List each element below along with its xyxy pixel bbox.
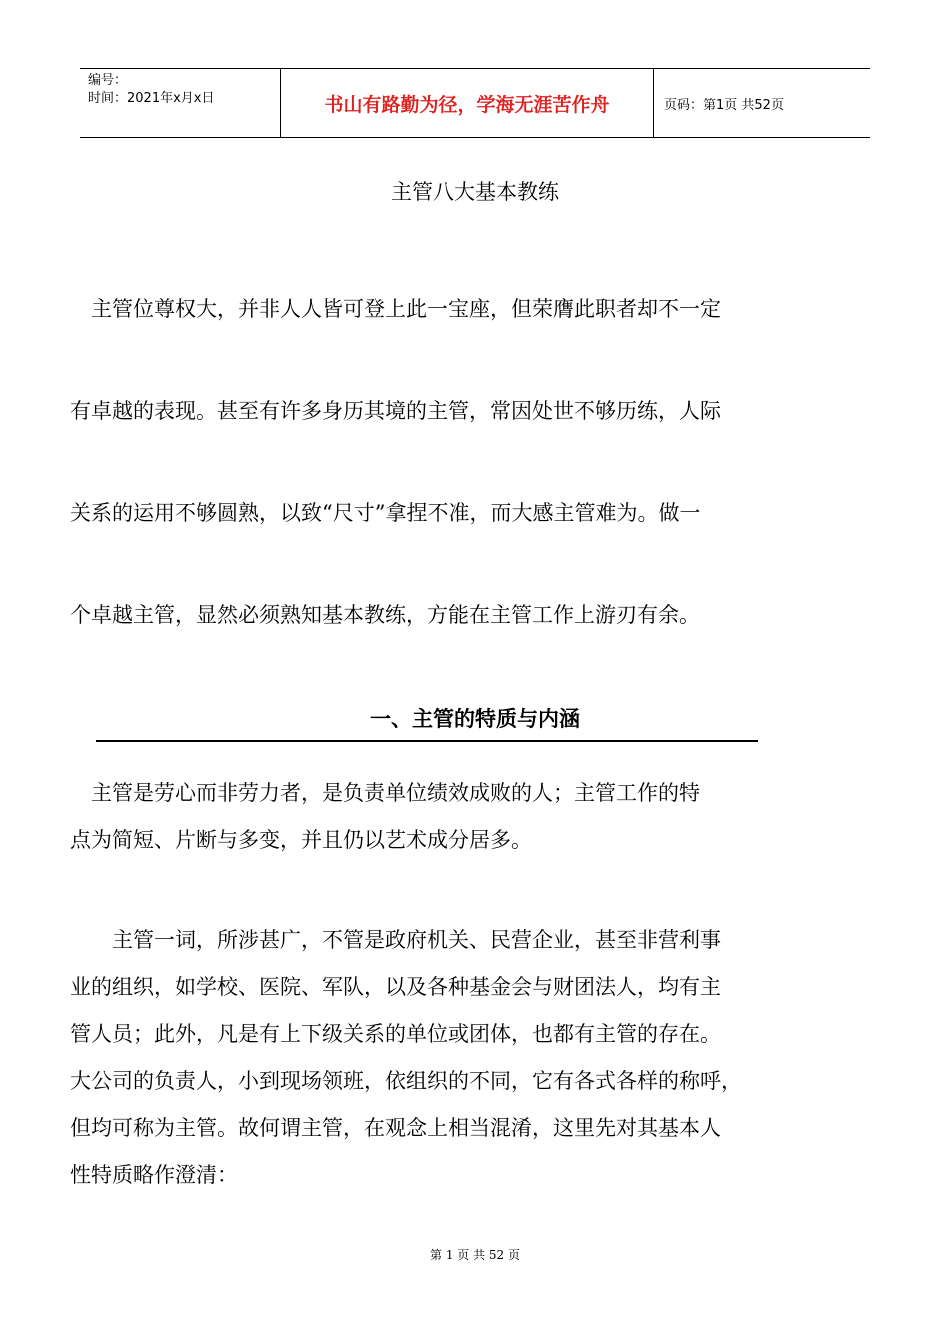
paragraph-line: 大公司的负责人，小到现场领班，依组织的不同，它有各式各样的称呼， [70, 1069, 742, 1093]
header-meta-cell [80, 69, 281, 137]
intro-line: 个卓越主管，显然必须熟知基本教练，方能在主管工作上游刃有余。 [70, 603, 700, 627]
document-title: 主管八大基本教练 [391, 180, 559, 204]
paragraph-line: 主管一词，所涉甚广，不管是政府机关、民营企业，甚至非营利事 [70, 928, 721, 952]
section-heading: 一、主管的特质与内涵 [370, 707, 580, 731]
header-motto: 书山有路勤为径，学海无涯苦作舟 [324, 93, 610, 116]
header-time-label: 时间：2021年x月x日 [88, 91, 215, 106]
header-page-cell [654, 69, 870, 137]
paragraph-line: 但均可称为主管。故何谓主管，在观念上相当混淆，这里先对其基本人 [70, 1116, 721, 1140]
section1-paragraph-1 [70, 770, 890, 864]
intro-line: 有卓越的表现。甚至有许多身历其境的主管，常因处世不够历练，人际 [70, 399, 721, 423]
document-header [80, 68, 870, 138]
paragraph-line: 业的组织，如学校、医院、军队，以及各种基金会与财团法人，均有主 [70, 975, 721, 999]
header-page-label: 页码：第1页 共52页 [664, 97, 784, 113]
paragraph-line: 点为简短、片断与多变，并且仍以艺术成分居多。 [70, 828, 532, 852]
intro-paragraph [70, 258, 890, 666]
paragraph-line: 主管是劳心而非劳力者，是负责单位绩效成败的人；主管工作的特 [70, 781, 700, 805]
section-divider [96, 740, 758, 742]
intro-line: 关系的运用不够圆熟，以致“尺寸”拿捏不准，而大感主管难为。做一 [70, 501, 701, 525]
section1-paragraph-2 [70, 917, 890, 1199]
header-number-label: 编号： [88, 73, 128, 88]
page-footer: 第 1 页 共 52 页 [430, 1248, 520, 1262]
intro-line: 主管位尊权大，并非人人皆可登上此一宝座，但荣膺此职者却不一定 [70, 297, 721, 321]
paragraph-line: 管人员；此外，凡是有上下级关系的单位或团体，也都有主管的存在。 [70, 1022, 721, 1046]
header-motto-cell [281, 69, 654, 137]
paragraph-line: 性特质略作澄清： [70, 1163, 238, 1187]
